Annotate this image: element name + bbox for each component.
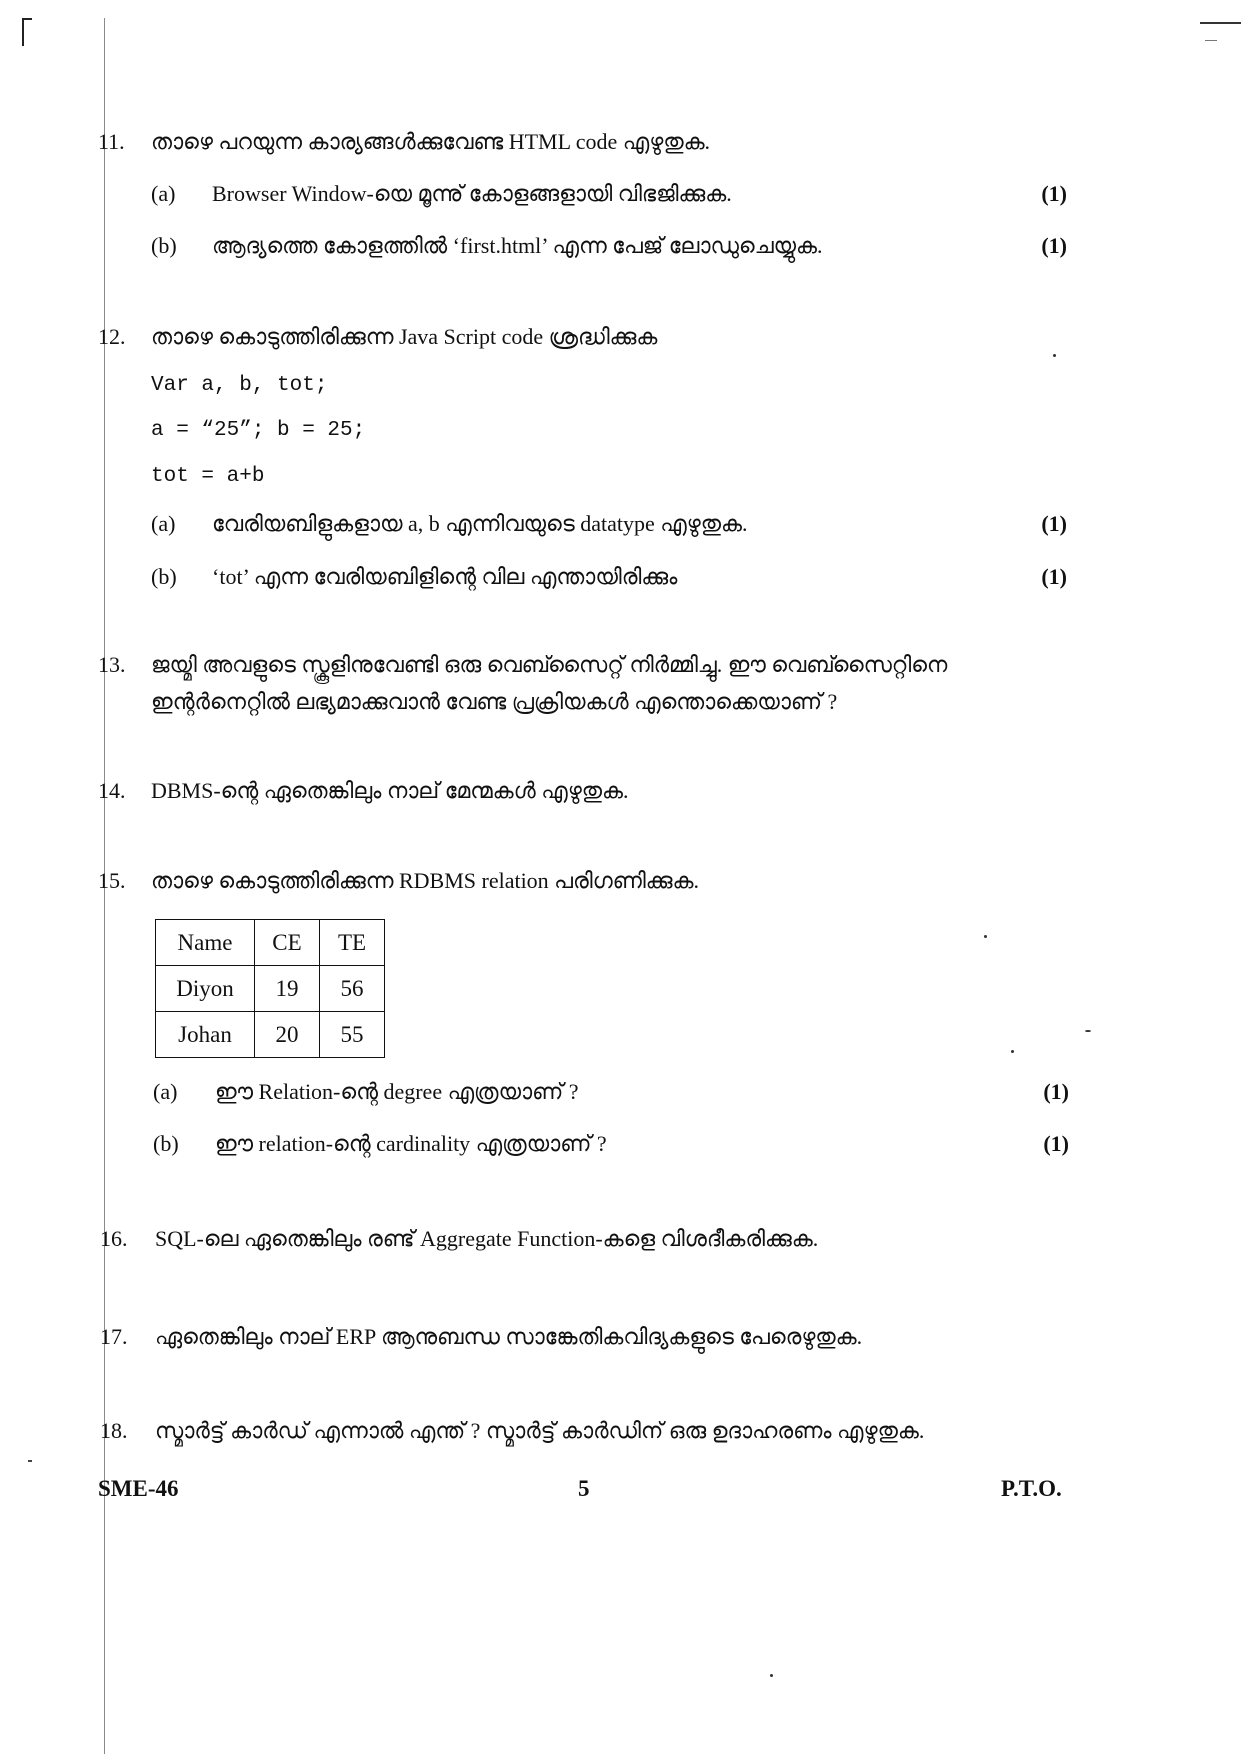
part-text: ‘tot’ എന്ന വേരിയബിളിന്റെ വില എന്തായിരിക്കും (212, 564, 678, 589)
part-label: (b) (151, 233, 177, 258)
table-header-row (156, 920, 385, 966)
scan-speck (770, 1674, 773, 1677)
left-tick-mark (28, 1460, 32, 1462)
question-number: 15. (98, 868, 126, 893)
page-number: 5 (578, 1476, 590, 1501)
table-cell: 56 (320, 966, 385, 1012)
part-text: ഈ relation-ന്റെ cardinality എത്രയാണ് ? (215, 1131, 607, 1156)
part-text: ആദ്യത്തെ കോളത്തിൽ ‘first.html’ എന്ന പേജ് ലോഡുചെയ്യുക. (212, 233, 823, 258)
question-text: താഴെ കൊടുത്തിരിക്കുന്ന RDBMS relation പരിഗണിക്കുക. (151, 868, 699, 893)
part-text: വേരിയബിളുകളായ a, b എന്നിവയുടെ datatype എഴുതുക. (212, 511, 748, 536)
table-row (156, 966, 385, 1012)
table-header: TE (320, 920, 385, 966)
marks: (1) (1041, 564, 1067, 589)
paper-code: SME-46 (98, 1476, 179, 1501)
part-label: (b) (151, 564, 177, 589)
question-number: 17. (100, 1324, 128, 1349)
question-number: 13. (98, 652, 126, 677)
part-text: ഈ Relation-ന്റെ degree എത്രയാണ് ? (215, 1079, 579, 1104)
question-text: സ്മാർട്ട് കാർഡ് എന്നാൽ എന്ത് ? സ്മാർട്ട് കാർഡിന് ഒരു ഉദാഹരണം എഴുതുക. (155, 1418, 925, 1443)
marks: (1) (1041, 511, 1067, 536)
question-text: താഴെ പറയുന്ന കാര്യങ്ങൾക്കുവേണ്ട HTML code എഴുതുക. (151, 129, 711, 154)
part-label: (a) (153, 1079, 178, 1104)
marks: (1) (1041, 233, 1067, 258)
table-cell: 55 (320, 1012, 385, 1058)
code-line: a = “25”; b = 25; (151, 419, 366, 442)
marks: (1) (1043, 1079, 1069, 1104)
scan-speck (1053, 354, 1056, 357)
question-text: ഏതെങ്കിലും നാല് ERP ആനുബന്ധ സാങ്കേതികവിദ്യകളുടെ പേരെഴുതുക. (155, 1324, 863, 1349)
question-text: SQL-ലെ ഏതെങ്കിലും രണ്ട് Aggregate Function-കളെ വിശദീകരിക്കുക. (155, 1226, 819, 1251)
code-line: tot = a+b (151, 465, 265, 488)
question-number: 16. (100, 1226, 128, 1251)
marks: (1) (1041, 181, 1067, 206)
corner-mark-top-left-vertical (22, 18, 24, 46)
table-header: CE (255, 920, 320, 966)
table-cell: 19 (255, 966, 320, 1012)
part-label: (b) (153, 1131, 179, 1156)
question-text: DBMS-ന്റെ ഏതെങ്കിലും നാല് മേന്മകൾ എഴുതുക. (151, 778, 629, 803)
question-number: 11. (98, 129, 125, 154)
code-line: Var a, b, tot; (151, 374, 328, 397)
table-cell: Johan (156, 1012, 255, 1058)
question-text: താഴെ കൊടുത്തിരിക്കുന്ന Java Script code ശ്രദ്ധിക്കുക (151, 324, 658, 349)
corner-mark-top-right (1200, 22, 1241, 24)
table-header: Name (156, 920, 255, 966)
pto-label: P.T.O. (1001, 1476, 1062, 1501)
question-text: ഇന്റർനെറ്റിൽ ലഭ്യമാക്കുവാൻ വേണ്ട പ്രക്രിയകൾ എന്തൊക്കെയാണ് ? (151, 689, 838, 714)
corner-mark-top-right-small (1205, 40, 1217, 41)
question-number: 12. (98, 324, 126, 349)
scan-speck (1085, 1030, 1091, 1032)
question-text: ജയ്മി അവളുടെ സ്കൂളിനുവേണ്ടി ഒരു വെബ്സൈറ്റ് നിർമ്മിച്ചു. ഈ വെബ്സൈറ്റിനെ (151, 652, 948, 677)
marks: (1) (1043, 1131, 1069, 1156)
question-number: 14. (98, 778, 126, 803)
question-number: 18. (100, 1418, 128, 1443)
part-label: (a) (151, 511, 176, 536)
table-cell: Diyon (156, 966, 255, 1012)
part-text: Browser Window-യെ മൂന്നു് കോളങ്ങളായി വിഭജിക്കുക. (212, 181, 732, 206)
table-row (156, 1012, 385, 1058)
table-cell: 20 (255, 1012, 320, 1058)
scan-speck (1011, 1050, 1014, 1053)
relation-table (155, 919, 385, 1058)
scan-speck (984, 935, 987, 938)
part-label: (a) (151, 181, 176, 206)
